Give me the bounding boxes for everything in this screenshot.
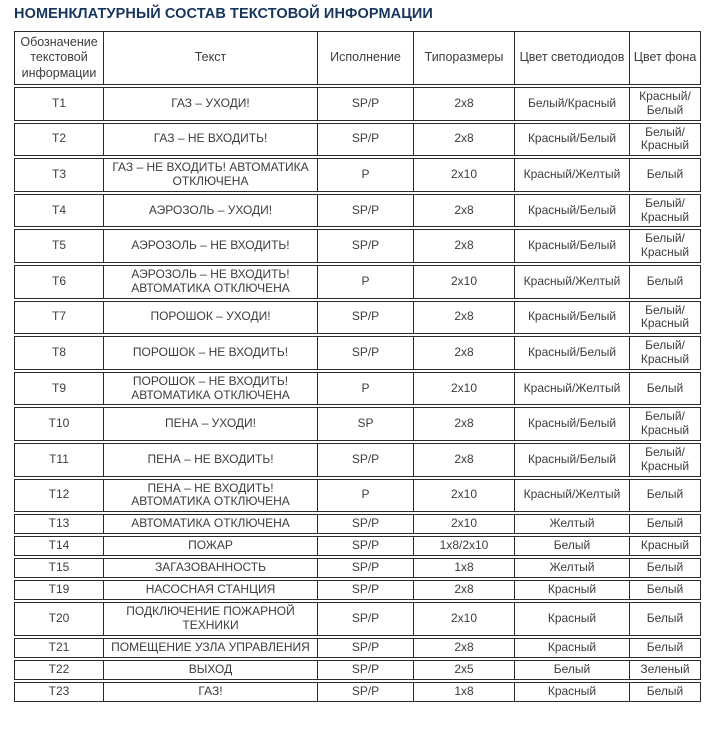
cell-text: АВТОМАТИКА ОТКЛЮЧЕНА [104, 514, 318, 534]
cell-id: Т13 [14, 514, 104, 534]
cell-sizes: 2x8 [414, 407, 515, 441]
cell-execution: SP/P [318, 336, 414, 370]
cell-led: Красный/Желтый [515, 265, 630, 299]
cell-sizes: 2x10 [414, 479, 515, 513]
cell-sizes: 2x10 [414, 158, 515, 192]
table-body [14, 87, 701, 702]
cell-bg: Белый [630, 638, 701, 658]
column-header-bg-color: Цвет фона [630, 31, 701, 85]
cell-execution: SP/P [318, 194, 414, 228]
cell-led: Желтый [515, 558, 630, 578]
cell-text: ГАЗ – НЕ ВХОДИТЬ! АВТОМАТИКА ОТКЛЮЧЕНА [104, 158, 318, 192]
cell-id: Т12 [14, 479, 104, 513]
cell-led: Желтый [515, 514, 630, 534]
column-header-led-color: Цвет светодиодов [515, 31, 630, 85]
cell-led: Красный/Белый [515, 407, 630, 441]
cell-bg: Белый [630, 479, 701, 513]
cell-id: Т11 [14, 443, 104, 477]
cell-text: ЗАГАЗОВАННОСТЬ [104, 558, 318, 578]
cell-sizes: 2x10 [414, 372, 515, 406]
table-row [14, 407, 701, 441]
cell-text: ГАЗ! [104, 682, 318, 702]
cell-execution: SP/P [318, 638, 414, 658]
cell-text: ПЕНА – НЕ ВХОДИТЬ! [104, 443, 318, 477]
cell-sizes: 1x8/2x10 [414, 536, 515, 556]
cell-led: Красный/Белый [515, 336, 630, 370]
cell-bg: Белый [630, 602, 701, 636]
header-row [14, 31, 701, 85]
cell-sizes: 1x8 [414, 558, 515, 578]
column-header-text: Текст [104, 31, 318, 85]
table-row [14, 479, 701, 513]
cell-execution: SP/P [318, 123, 414, 157]
cell-bg: Белый/Красный [630, 194, 701, 228]
cell-text: АЭРОЗОЛЬ – НЕ ВХОДИТЬ! АВТОМАТИКА ОТКЛЮЧЕНА [104, 265, 318, 299]
cell-led: Белый/Красный [515, 87, 630, 121]
cell-sizes: 2x5 [414, 660, 515, 680]
cell-bg: Белый/Красный [630, 301, 701, 335]
cell-execution: SP/P [318, 301, 414, 335]
table-row [14, 514, 701, 534]
cell-bg: Белый/Красный [630, 336, 701, 370]
cell-text: ПОРОШОК – НЕ ВХОДИТЬ! [104, 336, 318, 370]
cell-execution: SP/P [318, 514, 414, 534]
cell-id: Т9 [14, 372, 104, 406]
cell-id: Т21 [14, 638, 104, 658]
cell-execution: SP/P [318, 443, 414, 477]
cell-led: Белый [515, 536, 630, 556]
cell-bg: Белый/Красный [630, 229, 701, 263]
cell-id: Т1 [14, 87, 104, 121]
cell-bg: Белый [630, 265, 701, 299]
table-row [14, 301, 701, 335]
cell-execution: SP/P [318, 536, 414, 556]
cell-led: Красный/Белый [515, 443, 630, 477]
table-row [14, 558, 701, 578]
cell-id: Т14 [14, 536, 104, 556]
table-row [14, 660, 701, 680]
cell-bg: Белый [630, 514, 701, 534]
cell-id: Т20 [14, 602, 104, 636]
cell-execution: SP/P [318, 87, 414, 121]
cell-id: Т3 [14, 158, 104, 192]
cell-text: ПЕНА – УХОДИ! [104, 407, 318, 441]
table-row [14, 372, 701, 406]
table-row [14, 580, 701, 600]
cell-sizes: 2x8 [414, 194, 515, 228]
cell-id: Т4 [14, 194, 104, 228]
cell-execution: SP/P [318, 602, 414, 636]
cell-execution: P [318, 372, 414, 406]
cell-sizes: 2x8 [414, 301, 515, 335]
column-header-sizes: Типоразмеры [414, 31, 515, 85]
cell-id: Т23 [14, 682, 104, 702]
cell-bg: Белый [630, 372, 701, 406]
table-row [14, 638, 701, 658]
cell-bg: Белый/Красный [630, 123, 701, 157]
cell-text: ПОМЕЩЕНИЕ УЗЛА УПРАВЛЕНИЯ [104, 638, 318, 658]
column-header-designation: Обозначение текстовой информации [14, 31, 104, 85]
cell-led: Красный [515, 682, 630, 702]
cell-text: ГАЗ – УХОДИ! [104, 87, 318, 121]
table-row [14, 602, 701, 636]
cell-text: НАСОСНАЯ СТАНЦИЯ [104, 580, 318, 600]
cell-led: Красный/Желтый [515, 372, 630, 406]
table-row [14, 682, 701, 702]
table-row [14, 443, 701, 477]
cell-id: Т19 [14, 580, 104, 600]
cell-bg: Белый [630, 580, 701, 600]
cell-sizes: 2x8 [414, 638, 515, 658]
column-header-execution: Исполнение [318, 31, 414, 85]
cell-bg: Белый [630, 158, 701, 192]
cell-led: Красный [515, 602, 630, 636]
cell-sizes: 2x10 [414, 514, 515, 534]
cell-bg: Белый/Красный [630, 407, 701, 441]
cell-led: Красный/Желтый [515, 479, 630, 513]
cell-execution: SP/P [318, 682, 414, 702]
table-header [14, 31, 701, 85]
cell-sizes: 2x10 [414, 602, 515, 636]
cell-led: Красный/Белый [515, 123, 630, 157]
cell-id: Т8 [14, 336, 104, 370]
cell-execution: SP/P [318, 580, 414, 600]
table-row [14, 123, 701, 157]
cell-led: Красный [515, 638, 630, 658]
cell-execution: SP/P [318, 229, 414, 263]
cell-text: ВЫХОД [104, 660, 318, 680]
cell-text: ПОРОШОК – НЕ ВХОДИТЬ! АВТОМАТИКА ОТКЛЮЧЕНА [104, 372, 318, 406]
cell-sizes: 2x8 [414, 229, 515, 263]
cell-led: Красный [515, 580, 630, 600]
cell-execution: P [318, 479, 414, 513]
cell-bg: Белый [630, 558, 701, 578]
cell-led: Красный/Желтый [515, 158, 630, 192]
cell-id: Т15 [14, 558, 104, 578]
cell-id: Т2 [14, 123, 104, 157]
cell-sizes: 2x8 [414, 87, 515, 121]
table-row [14, 194, 701, 228]
cell-sizes: 2x8 [414, 443, 515, 477]
nomenclature-table [14, 29, 701, 704]
cell-text: АЭРОЗОЛЬ – УХОДИ! [104, 194, 318, 228]
cell-sizes: 2x8 [414, 580, 515, 600]
cell-text: ПОДКЛЮЧЕНИЕ ПОЖАРНОЙ ТЕХНИКИ [104, 602, 318, 636]
table-row [14, 536, 701, 556]
table-row [14, 158, 701, 192]
cell-text: АЭРОЗОЛЬ – НЕ ВХОДИТЬ! [104, 229, 318, 263]
cell-execution: SP/P [318, 660, 414, 680]
cell-id: Т22 [14, 660, 104, 680]
table-row [14, 265, 701, 299]
cell-execution: P [318, 265, 414, 299]
page-title: НОМЕНКЛАТУРНЫЙ СОСТАВ ТЕКСТОВОЙ ИНФОРМАЦИИ [14, 6, 433, 22]
cell-bg: Красный [630, 536, 701, 556]
cell-bg: Белый [630, 682, 701, 702]
cell-id: Т6 [14, 265, 104, 299]
cell-execution: P [318, 158, 414, 192]
cell-sizes: 2x10 [414, 265, 515, 299]
cell-sizes: 2x8 [414, 123, 515, 157]
cell-bg: Белый/Красный [630, 443, 701, 477]
cell-bg: Зеленый [630, 660, 701, 680]
cell-led: Красный/Белый [515, 229, 630, 263]
cell-execution: SP [318, 407, 414, 441]
cell-text: ПОРОШОК – УХОДИ! [104, 301, 318, 335]
cell-id: Т10 [14, 407, 104, 441]
cell-led: Белый [515, 660, 630, 680]
cell-id: Т7 [14, 301, 104, 335]
cell-text: ГАЗ – НЕ ВХОДИТЬ! [104, 123, 318, 157]
table-row [14, 336, 701, 370]
cell-id: Т5 [14, 229, 104, 263]
cell-sizes: 1x8 [414, 682, 515, 702]
cell-sizes: 2x8 [414, 336, 515, 370]
cell-execution: SP/P [318, 558, 414, 578]
cell-text: ПОЖАР [104, 536, 318, 556]
cell-bg: Красный/Белый [630, 87, 701, 121]
cell-led: Красный/Белый [515, 301, 630, 335]
table-row [14, 229, 701, 263]
cell-led: Красный/Белый [515, 194, 630, 228]
table-row [14, 87, 701, 121]
cell-text: ПЕНА – НЕ ВХОДИТЬ! АВТОМАТИКА ОТКЛЮЧЕНА [104, 479, 318, 513]
